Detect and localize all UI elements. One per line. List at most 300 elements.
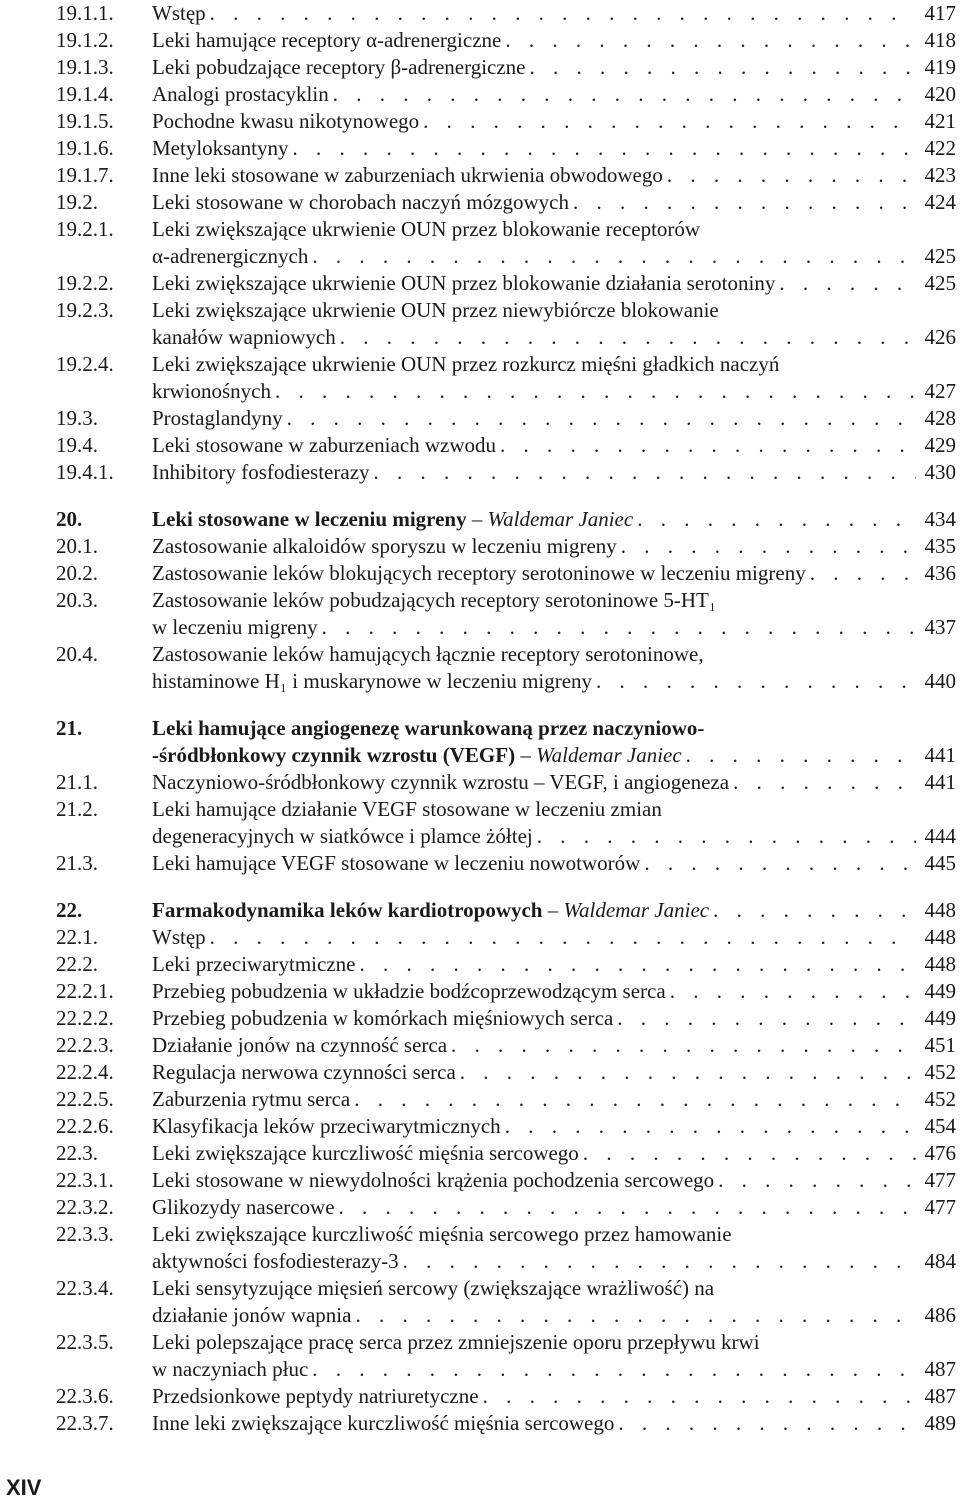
toc-entry-number: 21. (56, 716, 83, 740)
toc-entry-number: 19.1.7. (56, 163, 114, 187)
toc-entry-line (152, 1329, 956, 1356)
toc-entry (56, 459, 956, 486)
toc-entry-line (152, 897, 956, 924)
toc-entry-line (152, 1140, 956, 1167)
toc-entry-line (152, 560, 956, 587)
toc-page-number: 477 (924, 1195, 956, 1219)
dot-leader (483, 1383, 916, 1410)
chapter-author: Waldemar Janiec (563, 898, 710, 922)
toc-entry-title: Przebieg pobudzenia w układzie bodźcoprzewodzącym serca (152, 979, 666, 1003)
toc-entry-body (152, 924, 956, 951)
chapter-author: Waldemar Janiec (487, 507, 634, 531)
toc-entry-body (152, 715, 956, 769)
toc-entry (56, 924, 956, 951)
toc-entry-line (152, 81, 956, 108)
toc-page-number: 425 (924, 271, 956, 295)
toc-entry-line (152, 162, 956, 189)
dot-leader (451, 1032, 916, 1059)
toc-entry-title: Leki zwiększające ukrwienie OUN przez blokowanie receptorów (152, 217, 701, 241)
toc-entry-title: Inne leki zwiększające kurczliwość mięśnia sercowego (152, 1411, 615, 1435)
toc-entry (56, 951, 956, 978)
toc-entry-title: Leki hamujące działanie VEGF stosowane w leczeniu zmian (152, 797, 662, 821)
toc-entry-body (152, 1329, 956, 1383)
toc-entry-title: Klasyfikacja leków przeciwarytmicznych (152, 1114, 501, 1138)
toc-entry-line (152, 506, 956, 533)
toc-entry-line (152, 587, 956, 614)
toc-entry-line (152, 668, 956, 695)
toc-entry (56, 850, 956, 877)
toc-entry-title: Leki stosowane w zaburzeniach wzwodu (152, 433, 497, 457)
toc-entry-body (152, 81, 956, 108)
dot-leader (810, 560, 916, 587)
toc-entry-title: histaminowe H₁ i muskarynowe w leczeniu migreny (152, 669, 593, 693)
toc-entry-body (152, 135, 956, 162)
toc-entry-title: Leki stosowane w chorobach naczyń mózgowych (152, 190, 569, 214)
toc-entry-body (152, 533, 956, 560)
toc-entry-title: Zastosowanie leków blokujących receptory serotoninowe w leczeniu migreny (152, 561, 806, 585)
toc-entry-body (152, 54, 956, 81)
toc-entry-body (152, 216, 956, 270)
toc-entry (56, 1140, 956, 1167)
toc-entry-number: 20. (56, 507, 83, 531)
toc-entry-body (152, 1086, 956, 1113)
toc-page-number: 425 (924, 244, 956, 268)
toc-entry-line (152, 270, 956, 297)
toc-entry-number: 19.1.4. (56, 82, 114, 106)
toc-page-number: 435 (924, 534, 956, 558)
dot-leader (617, 1005, 916, 1032)
toc-entry-title: degeneracyjnych w siatkówce i plamce żółtej (152, 824, 533, 848)
toc-entry-line (152, 108, 956, 135)
toc-entry-line (152, 1383, 956, 1410)
chapter-dash: – (515, 743, 537, 767)
toc-entry (56, 1194, 956, 1221)
toc-entry-body (152, 189, 956, 216)
toc-entry-line (152, 533, 956, 560)
toc-entry-line (152, 1356, 956, 1383)
toc-chapter-entry (56, 506, 956, 533)
dot-leader (423, 108, 916, 135)
toc-entry-number: 22. (56, 898, 83, 922)
toc-entry-line (152, 715, 956, 742)
toc-entry-number: 19.2. (56, 190, 98, 214)
toc-entry-body (152, 1383, 956, 1410)
toc-page-number: 452 (924, 1060, 956, 1084)
toc-entry-line (152, 1248, 956, 1275)
toc-entry (56, 1032, 956, 1059)
toc-entry (56, 1059, 956, 1086)
toc-entry-body (152, 1194, 956, 1221)
toc-entry-body (152, 796, 956, 850)
toc-entry (56, 1086, 956, 1113)
dot-leader (275, 378, 916, 405)
dot-leader (667, 162, 916, 189)
toc-page-number: 487 (924, 1357, 956, 1381)
toc-entry-line (152, 924, 956, 951)
toc-entry-line (152, 1410, 956, 1437)
toc-entry-line (152, 189, 956, 216)
toc-entry-number: 22.3.4. (56, 1276, 114, 1300)
toc-entry-body (152, 297, 956, 351)
toc-entry-number: 19.1.6. (56, 136, 114, 160)
toc-entry-title: Inhibitory fosfodiesterazy (152, 460, 370, 484)
toc-entry (56, 216, 956, 270)
toc-chapter-entry (56, 897, 956, 924)
toc-entry-number: 21.1. (56, 770, 98, 794)
toc-chapter-entry (56, 715, 956, 769)
toc-entry-number: 20.2. (56, 561, 98, 585)
toc-entry-body (152, 1410, 956, 1437)
toc-entry-body (152, 27, 956, 54)
toc-entry (56, 1329, 956, 1383)
dot-leader (287, 405, 916, 432)
toc-entry-number: 22.3. (56, 1141, 98, 1165)
toc-entry-number: 20.1. (56, 534, 98, 558)
toc-entry (56, 432, 956, 459)
toc-entry-number: 22.3.6. (56, 1384, 114, 1408)
dot-leader (312, 243, 916, 270)
toc-entry-body (152, 1167, 956, 1194)
toc-entry-title: aktywności fosfodiesterazy-3 (152, 1249, 399, 1273)
dot-leader (210, 0, 916, 27)
toc-entry-line (152, 135, 956, 162)
toc-entry-body (152, 1005, 956, 1032)
toc-page-number: 421 (924, 109, 956, 133)
dot-leader (537, 823, 916, 850)
toc-page-number: 420 (924, 82, 956, 106)
toc-entry-title: Naczyniowo-śródbłonkowy czynnik wzrostu – VEGF, i angiogeneza (152, 770, 730, 794)
toc-entry-line (152, 459, 956, 486)
toc-entry-body (152, 432, 956, 459)
toc-entry-body (152, 587, 956, 641)
toc-entry (56, 81, 956, 108)
toc-entry-title: Leki hamujące receptory α-adrenergiczne (152, 28, 502, 52)
toc-entry-body (152, 1221, 956, 1275)
toc-entry-title: Inne leki stosowane w zaburzeniach ukrwienia obwodowego (152, 163, 663, 187)
toc-entry-number: 19.1.3. (56, 55, 114, 79)
toc-entry-title: Zastosowanie leków pobudzających receptory serotoninowe 5-HT₁ (152, 588, 717, 612)
toc-page-number: 441 (924, 743, 956, 767)
toc-entry-title: Zastosowanie alkaloidów sporyszu w leczeniu migreny (152, 534, 617, 558)
toc-entry (56, 587, 956, 641)
dot-leader (374, 459, 916, 486)
dot-leader (355, 1302, 916, 1329)
toc-entry-title: Prostaglandyny (152, 406, 283, 430)
page-number: XIV (6, 1475, 42, 1500)
chapter-title: Leki hamujące angiogenezę warunkowaną przez naczyniowo- (152, 716, 705, 740)
toc-entry-title: Przedsionkowe peptydy natriuretyczne (152, 1384, 479, 1408)
toc-entry-line (152, 951, 956, 978)
toc-page-number: 486 (924, 1303, 956, 1327)
toc-entry-line (152, 796, 956, 823)
toc-entry-body (152, 1059, 956, 1086)
toc-entry (56, 1383, 956, 1410)
toc-entry-line (152, 351, 956, 378)
chapter-title: -śródbłonkowy czynnik wzrostu (VEGF) (152, 743, 516, 767)
toc-entry-line (152, 1302, 956, 1329)
toc-entry-number: 22.2.4. (56, 1060, 114, 1084)
toc-entry-number: 19.2.3. (56, 298, 114, 322)
toc-entry (56, 1275, 956, 1329)
toc-entry-number: 19.4.1. (56, 460, 114, 484)
toc-entry-line (152, 54, 956, 81)
toc-entry (56, 1005, 956, 1032)
toc-entry-body (152, 108, 956, 135)
dot-leader (583, 1140, 916, 1167)
toc-entry-title: Leki zwiększające ukrwienie OUN przez rozkurcz mięśni gładkich naczyń (152, 352, 780, 376)
dot-leader (333, 81, 916, 108)
toc-entry-title: w leczeniu migreny (152, 615, 318, 639)
toc-entry (56, 641, 956, 695)
toc-entry-title (152, 506, 633, 533)
chapter-dash: – (542, 898, 564, 922)
toc-entry-title: Leki zwiększające ukrwienie OUN przez niewybiórcze blokowanie (152, 298, 719, 322)
toc-entry-body (152, 162, 956, 189)
dot-leader (460, 1059, 916, 1086)
toc-entry-title: Leki zwiększające kurczliwość mięśnia sercowego przez hamowanie (152, 1222, 732, 1246)
dot-leader (596, 668, 916, 695)
table-of-contents (56, 0, 956, 1437)
toc-entry-body (152, 270, 956, 297)
toc-entry-line (152, 27, 956, 54)
toc-entry-line (152, 1113, 956, 1140)
toc-page-number: 441 (924, 770, 956, 794)
toc-entry-line (152, 324, 956, 351)
dot-leader (293, 135, 917, 162)
toc-page-number: 487 (924, 1384, 956, 1408)
toc-entry-body (152, 560, 956, 587)
toc-entry-line (152, 641, 956, 668)
dot-leader (403, 1248, 916, 1275)
toc-page-number: 422 (924, 136, 956, 160)
toc-entry-title: α-adrenergicznych (152, 244, 309, 268)
toc-entry (56, 54, 956, 81)
toc-page-number: 429 (924, 433, 956, 457)
toc-page-number: 448 (924, 952, 956, 976)
toc-entry-title: Leki hamujące VEGF stosowane w leczeniu nowotworów (152, 851, 641, 875)
toc-page-number: 484 (924, 1249, 956, 1273)
toc-entry (56, 108, 956, 135)
toc-entry (56, 769, 956, 796)
toc-entry-body (152, 1140, 956, 1167)
toc-entry-title: Pochodne kwasu nikotynowego (152, 109, 420, 133)
toc-page-number: 424 (924, 190, 956, 214)
dot-leader (210, 924, 916, 951)
dot-leader (530, 54, 917, 81)
toc-entry-line (152, 1221, 956, 1248)
toc-entry-number: 22.2.2. (56, 1006, 114, 1030)
toc-page-number: 419 (924, 55, 956, 79)
toc-entry-body (152, 1275, 956, 1329)
toc-page-number: 430 (924, 460, 956, 484)
toc-page-number: 448 (924, 898, 956, 922)
toc-entry-title: Regulacja nerwowa czynności serca (152, 1060, 456, 1084)
dot-leader (686, 742, 916, 769)
toc-page-number: 476 (924, 1141, 956, 1165)
toc-page-number: 440 (924, 669, 956, 693)
toc-entry-line (152, 850, 956, 877)
toc-entry-number: 22.2.6. (56, 1114, 114, 1138)
toc-entry-title: Leki zwiększające kurczliwość mięśnia sercowego (152, 1141, 579, 1165)
toc-entry (56, 1167, 956, 1194)
toc-entry-line (152, 216, 956, 243)
toc-page-number: 489 (924, 1411, 956, 1435)
chapter-dash: – (466, 507, 488, 531)
toc-entry-line (152, 1086, 956, 1113)
toc-page-number: 428 (924, 406, 956, 430)
toc-entry-number: 19.1.2. (56, 28, 114, 52)
dot-leader (718, 1167, 916, 1194)
toc-entry-title: Leki pobudzające receptory β-adrenergiczne (152, 55, 526, 79)
toc-entry-number: 22.3.5. (56, 1330, 114, 1354)
toc-entry-line (152, 1005, 956, 1032)
toc-entry-number: 19.1.5. (56, 109, 114, 133)
toc-entry-body (152, 769, 956, 796)
dot-leader (505, 1113, 916, 1140)
toc-entry-number: 19.1.1. (56, 1, 114, 25)
toc-entry (56, 560, 956, 587)
toc-entry-line (152, 1194, 956, 1221)
toc-entry-line (152, 0, 956, 27)
toc-entry-number: 22.3.2. (56, 1195, 114, 1219)
toc-entry (56, 1410, 956, 1437)
toc-page-number: 449 (924, 1006, 956, 1030)
toc-entry-title: Leki stosowane w niewydolności krążenia pochodzenia sercowego (152, 1168, 715, 1192)
toc-entry (56, 189, 956, 216)
toc-entry-title: Leki przeciwarytmiczne (152, 952, 356, 976)
toc-entry-title: Wstęp (152, 925, 206, 949)
chapter-author: Waldemar Janiec (536, 743, 682, 767)
toc-entry-number: 19.4. (56, 433, 98, 457)
dot-leader (637, 506, 916, 533)
toc-entry-body (152, 978, 956, 1005)
toc-page-number: 448 (924, 925, 956, 949)
toc-entry-body (152, 351, 956, 405)
toc-entry-line (152, 1059, 956, 1086)
toc-page-number: 417 (924, 1, 956, 25)
toc-page-number: 436 (924, 561, 956, 585)
dot-leader (354, 1086, 916, 1113)
toc-entry-line (152, 405, 956, 432)
toc-entry (56, 27, 956, 54)
toc-page-number: 423 (924, 163, 956, 187)
toc-entry (56, 405, 956, 432)
toc-entry (56, 1113, 956, 1140)
toc-entry-number: 19.2.2. (56, 271, 114, 295)
toc-entry-line (152, 614, 956, 641)
toc-entry-title: Zaburzenia rytmu serca (152, 1087, 351, 1111)
toc-entry (56, 135, 956, 162)
toc-entry (56, 533, 956, 560)
toc-entry-title: Przebieg pobudzenia w komórkach mięśniowych serca (152, 1006, 614, 1030)
toc-page-number: 452 (924, 1087, 956, 1111)
toc-entry-title: Leki sensytyzujące mięsień sercowy (zwiększające wrażliwość) na (152, 1276, 715, 1300)
toc-entry (56, 0, 956, 27)
dot-leader (618, 1410, 916, 1437)
toc-entry-title: Analogi prostacyklin (152, 82, 329, 106)
toc-entry-title: w naczyniach płuc (152, 1357, 309, 1381)
dot-leader (505, 27, 916, 54)
toc-entry-line (152, 432, 956, 459)
toc-entry-body (152, 1113, 956, 1140)
toc-entry-line (152, 823, 956, 850)
toc-entry (56, 796, 956, 850)
toc-entry-line (152, 243, 956, 270)
toc-page-number: 426 (924, 325, 956, 349)
toc-entry-title: krwionośnych (152, 379, 271, 403)
toc-entry-body (152, 1032, 956, 1059)
toc-entry-title (152, 742, 682, 769)
toc-entry (56, 978, 956, 1005)
toc-entry-line (152, 742, 956, 769)
toc-entry-body (152, 0, 956, 27)
toc-entry-title: Leki zwiększające ukrwienie OUN przez blokowanie działania serotoniny (152, 271, 776, 295)
toc-entry-title: działanie jonów wapnia (152, 1303, 352, 1327)
dot-leader (573, 189, 916, 216)
dot-leader (322, 614, 916, 641)
toc-entry-number: 19.3. (56, 406, 98, 430)
toc-page-number: 444 (924, 824, 956, 848)
toc-entry-number: 22.2.1. (56, 979, 114, 1003)
toc-page-number: 434 (924, 507, 956, 531)
dot-leader (733, 769, 916, 796)
toc-entry-number: 19.2.1. (56, 217, 114, 241)
toc-entry (56, 351, 956, 405)
toc-entry-number: 21.3. (56, 851, 98, 875)
toc-page-number: 451 (924, 1033, 956, 1057)
toc-entry-line (152, 978, 956, 1005)
toc-page-number: 427 (924, 379, 956, 403)
toc-entry-number: 21.2. (56, 797, 98, 821)
toc-entry (56, 162, 956, 189)
dot-leader (339, 1194, 916, 1221)
toc-page-number: 445 (924, 851, 956, 875)
dot-leader (779, 270, 916, 297)
toc-entry (56, 270, 956, 297)
dot-leader (713, 897, 916, 924)
dot-leader (621, 533, 916, 560)
dot-leader (312, 1356, 916, 1383)
chapter-title: Leki stosowane w leczeniu migreny (152, 507, 467, 531)
toc-entry-number: 20.4. (56, 642, 98, 666)
toc-entry-number: 22.1. (56, 925, 98, 949)
toc-page-number: 454 (924, 1114, 956, 1138)
toc-entry-title: Zastosowanie leków hamujących łącznie receptory serotoninowe, (152, 642, 704, 666)
toc-entry-line (152, 769, 956, 796)
toc-entry-title: Leki polepszające pracę serca przez zmniejszenie oporu przepływu krwi (152, 1330, 760, 1354)
toc-entry-title: Glikozydy nasercowe (152, 1195, 335, 1219)
toc-entry-body (152, 850, 956, 877)
dot-leader (500, 432, 916, 459)
toc-page-number: 437 (924, 615, 956, 639)
toc-entry-line (152, 1275, 956, 1302)
toc-entry-body (152, 641, 956, 695)
toc-entry-line (152, 378, 956, 405)
toc-entry-number: 22.2.5. (56, 1087, 114, 1111)
toc-entry-number: 22.3.7. (56, 1411, 114, 1435)
toc-entry-body (152, 405, 956, 432)
toc-entry-number: 22.3.1. (56, 1168, 114, 1192)
toc-page-number: 477 (924, 1168, 956, 1192)
chapter-title: Farmakodynamika leków kardiotropowych (152, 898, 543, 922)
dot-leader (670, 978, 916, 1005)
toc-entry-number: 22.2. (56, 952, 98, 976)
toc-entry-number: 19.2.4. (56, 352, 114, 376)
dot-leader (359, 951, 916, 978)
toc-page-number: 418 (924, 28, 956, 52)
toc-entry (56, 1221, 956, 1275)
toc-entry-number: 20.3. (56, 588, 98, 612)
